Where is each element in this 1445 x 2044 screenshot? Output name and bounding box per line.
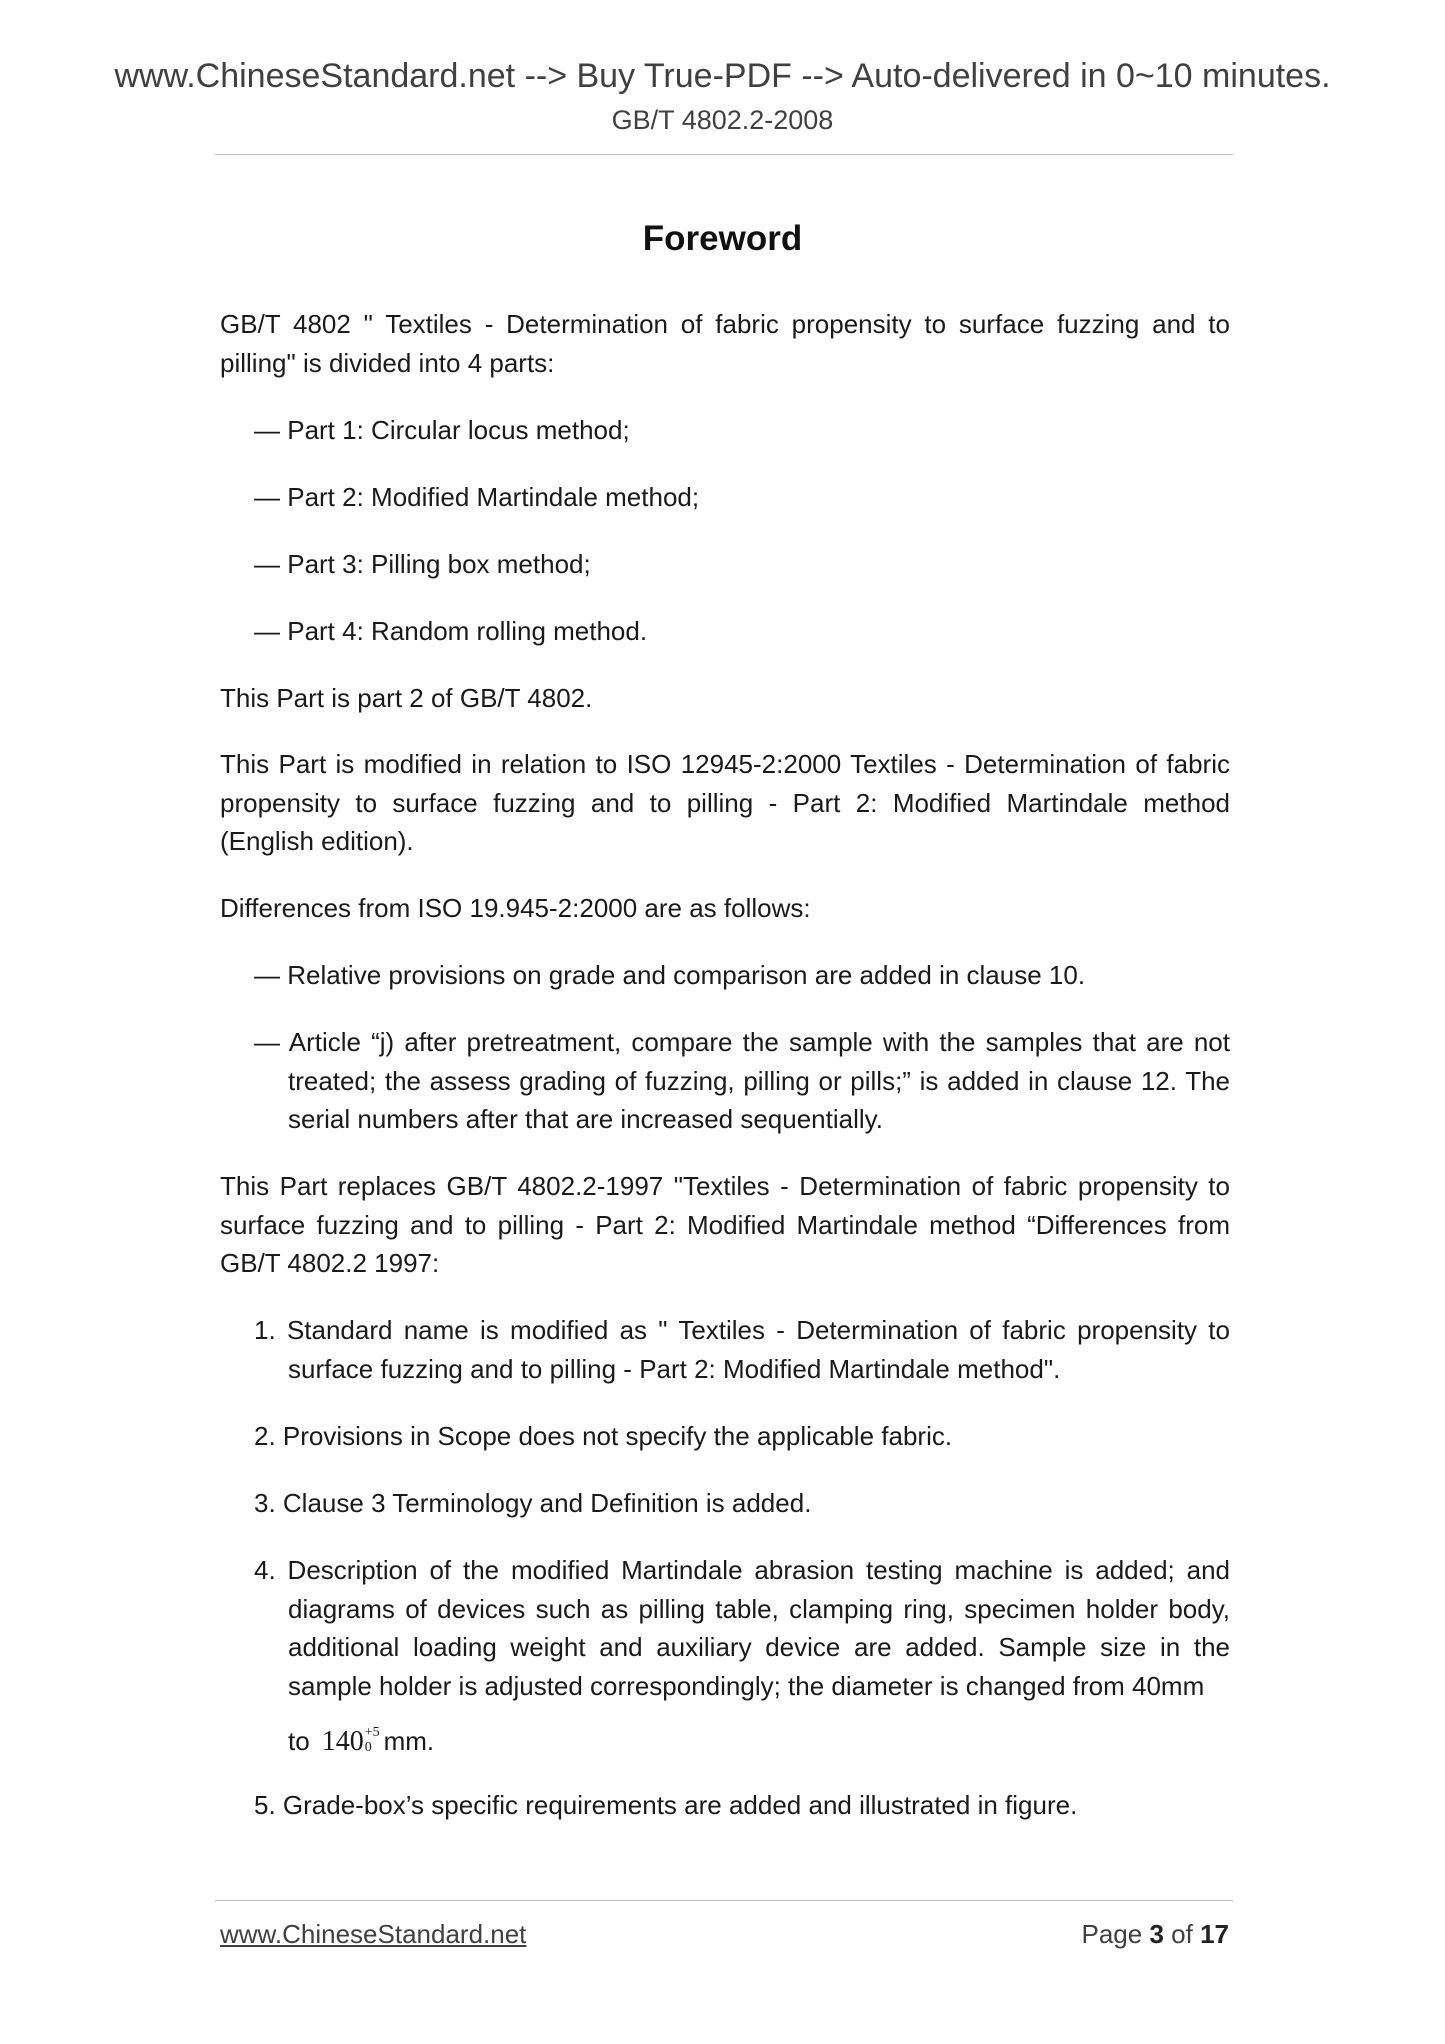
- tolerance-expression: [322, 1723, 380, 1762]
- difference-item-1: — Relative provisions on grade and comparison are added in clause 10.: [254, 960, 1086, 990]
- page-of: of: [1171, 1919, 1193, 1949]
- part-list-item-4: — Part 4: Random rolling method.: [254, 616, 648, 646]
- change-item-3: 3. Clause 3 Terminology and Definition is added.: [254, 1488, 812, 1518]
- tolerance-unit: mm.: [383, 1726, 435, 1756]
- change-item-2: 2. Provisions in Scope does not specify the applicable fabric.: [254, 1421, 953, 1451]
- footer-divider: [215, 1900, 1233, 1901]
- tolerance-upper: +5: [364, 1724, 380, 1740]
- difference-item-2: — Article “j) after pretreatment, compare the sample with the samples that are not treated; the assess grading of fuzzing, pilling or pills;” is added in clause 12. The serial numbers after that are increased sequentially.: [254, 1027, 1230, 1134]
- part-statement: This Part is part 2 of GB/T 4802.: [220, 683, 593, 713]
- change-item-4-tolerance-line: [288, 1722, 888, 1762]
- change-item-4: 4. Description of the modified Martindale abrasion testing machine is added; and diagrams of devices such as pilling table, clamping ring, specimen holder body, additional loading weight and auxiliary device are added. Sample size in the sample holder is adjusted correspondingly; the diameter is changed from 40mm: [254, 1555, 1230, 1701]
- footer-page-number: [1081, 1918, 1229, 1950]
- part-list-item-3: — Part 3: Pilling box method;: [254, 549, 591, 579]
- header-banner: www.ChineseStandard.net --> Buy True-PDF --> Auto-delivered in 0~10 minutes.: [114, 57, 1331, 95]
- change-item-1: 1. Standard name is modified as " Textiles - Determination of fabric propensity to surface fuzzing and to pilling - Part 2: Modified Martindale method".: [254, 1315, 1230, 1384]
- tolerance-lower: 0: [364, 1739, 372, 1755]
- modified-statement: This Part is modified in relation to ISO 12945-2:2000 Textiles - Determination of fabric propensity to surface fuzzing and to pilling - Part 2: Modified Martindale method (English edition).: [220, 749, 1230, 856]
- page-title: Foreword: [642, 219, 803, 258]
- page-current: 3: [1149, 1919, 1164, 1949]
- tolerance-prefix: to: [288, 1726, 310, 1756]
- change-item-5: 5. Grade-box’s specific requirements are added and illustrated in figure.: [254, 1790, 1078, 1820]
- header-divider: [215, 154, 1233, 155]
- tolerance-value: 140: [321, 1726, 364, 1757]
- intro-paragraph: GB/T 4802 " Textiles - Determination of fabric propensity to surface fuzzing and to pilling" is divided into 4 parts:: [220, 309, 1230, 378]
- part-list-item-2: — Part 2: Modified Martindale method;: [254, 482, 700, 512]
- part-list-item-1: — Part 1: Circular locus method;: [254, 415, 630, 445]
- header-standard-number: GB/T 4802.2-2008: [611, 105, 834, 135]
- page-prefix: Page: [1081, 1919, 1143, 1949]
- differences-intro: Differences from ISO 19.945-2:2000 are as follows:: [220, 893, 811, 923]
- replaces-statement: This Part replaces GB/T 4802.2-1997 "Textiles - Determination of fabric propensity to surface fuzzing and to pilling - Part 2: Modified Martindale method “Differences from GB/T 4802.2 1997:: [220, 1171, 1230, 1278]
- footer-website-link[interactable]: www.ChineseStandard.net: [220, 1919, 527, 1949]
- page-total: 17: [1200, 1919, 1229, 1949]
